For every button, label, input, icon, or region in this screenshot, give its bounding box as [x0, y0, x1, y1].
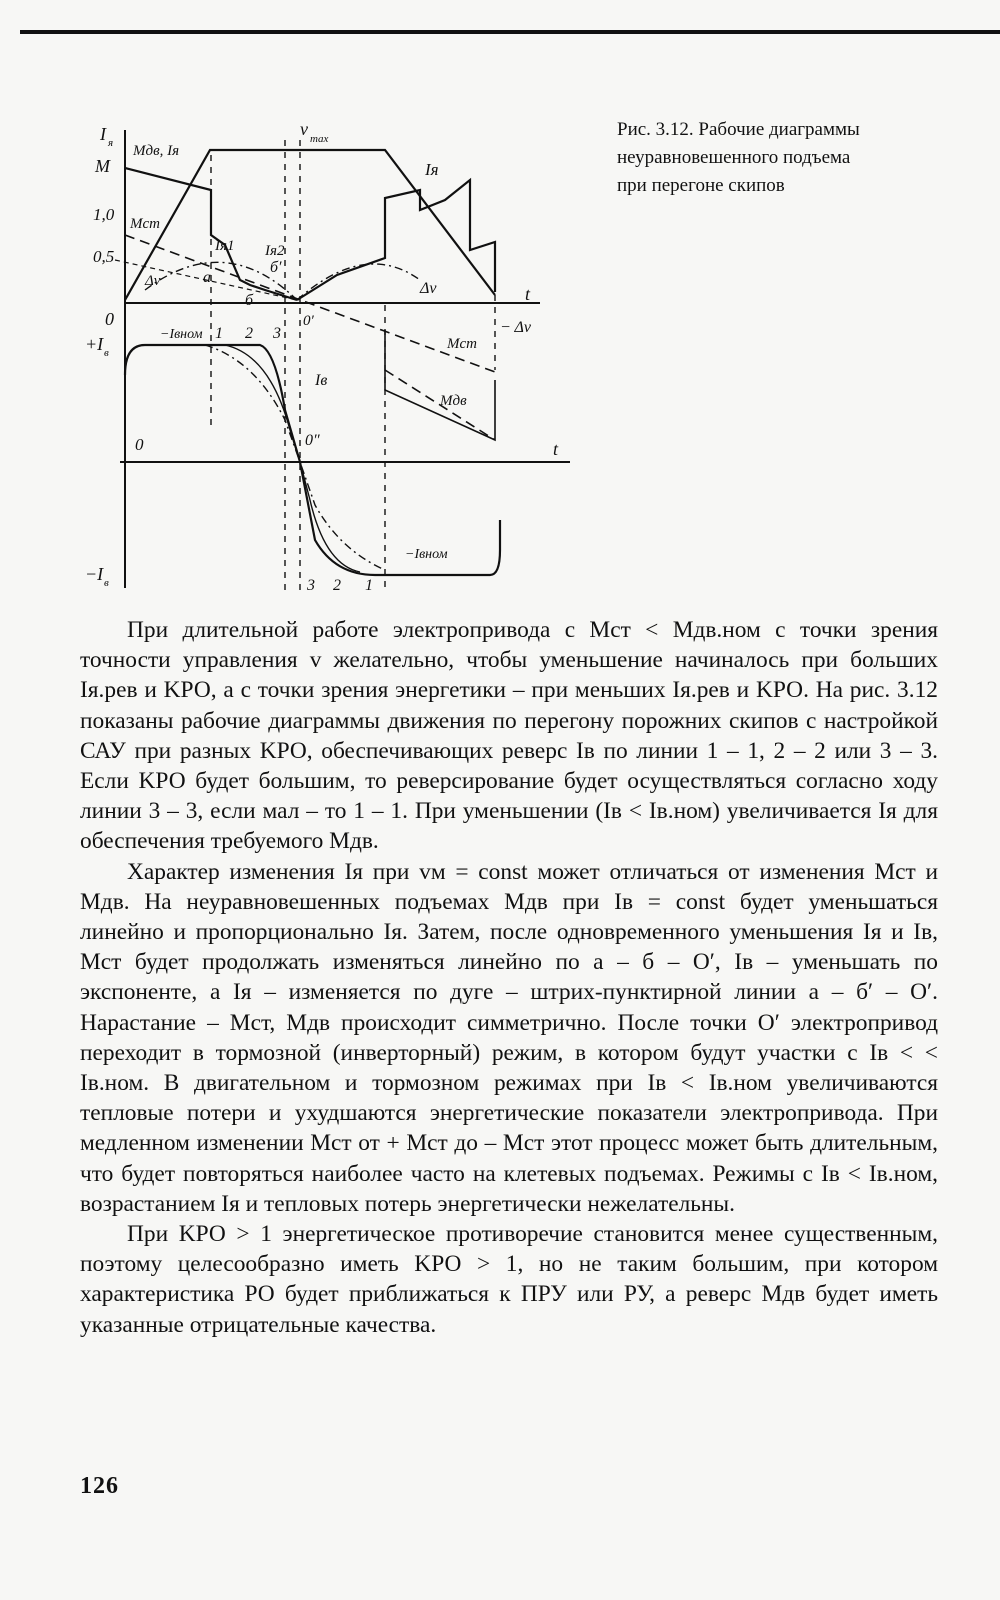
label-plus-ib: +I — [85, 334, 104, 354]
working-diagrams-plot — [75, 110, 595, 610]
top-rule — [20, 30, 1000, 34]
label-ia-top-sub: я — [108, 137, 114, 149]
label-ia1: Iя1 — [215, 238, 235, 254]
label-origin-lower: 0 — [135, 435, 144, 454]
label-vmax: v — [300, 119, 308, 139]
label-m-top: M — [95, 156, 110, 176]
paragraph-1: При длительной работе электропривода с Mст < Mдв.ном с точки зрения точности управления v желательно, чтобы уменьшение начиналось при больших Iя.рев и KРО, а с точки зрения энергетики – при меньших Iя.рев и KРО. На рис. 3.12 показаны рабочие диаграммы движения по перегону порожних скипов с настройкой САУ при разных KРО, обеспечивающих реверс Iв по линии 1 – 1, 2 – 2 или 3 – 3. Если KРО будет большим, то реверсирование будет осуществляться согласно ходу линии 3 – 3, если мал – то 1 – 1. При уменьшении (Iв < Iв.ном) увеличивается Iя для обеспечения требуемого Mдв. — [80, 617, 938, 855]
label-mst: Mст — [130, 216, 160, 232]
curve-label-bottom-1: 1 — [365, 577, 373, 594]
label-delta-v-right: − Δv — [500, 319, 531, 336]
ib-curve-3 — [205, 345, 385, 570]
curve-label-top-1: 1 — [215, 325, 223, 342]
curve-label-bottom-2: 2 — [333, 577, 341, 594]
label-ia2: Iя2 — [265, 243, 285, 259]
tick-1-0: 1,0 — [93, 205, 115, 224]
label-t-upper: t — [525, 284, 531, 304]
label-point-o-dprime: 0″ — [305, 432, 320, 449]
curve-label-top-3: 3 — [273, 325, 281, 342]
mdv-right-box — [385, 330, 495, 440]
velocity-ramp-right — [300, 150, 495, 295]
label-point-b-prime: б′ — [270, 259, 282, 276]
label-point-b: б — [245, 292, 254, 309]
label-mdv-right: Mдв — [440, 393, 467, 409]
label-delta-v-left: Δv — [145, 273, 161, 289]
curve-label-bottom-3: 3 — [307, 577, 315, 594]
body-text — [80, 615, 938, 1340]
label-ia-top: I — [100, 124, 106, 144]
caption-line-1: Рис. 3.12. Рабочие диаграммы — [617, 119, 860, 140]
paragraph-3: При KРО > 1 энергетическое противоречие становится менее существенным, поэтому целесообразно иметь KРО > 1, но не таким большим, при котором характеристика РО будет приближаться к ПРУ или РУ, а реверс Mдв будет иметь указанные отрицательные качества. — [80, 1221, 938, 1338]
label-minus-ib-sub: в — [104, 577, 109, 589]
paragraph-2: Характер изменения Iя при vм = const может отличаться от изменения Mст и Mдв. На неуравновешенных подъемах Mдв при Iв = const будет уменьшаться линейно и пропорционально Iя. Затем, после одновременного уменьшения Iя и Iв, Mст будет продолжать изменяться линейно по a – б – O′, Iв – уменьшать по экспоненте, а Iя – изменяется по дуге – штрих-пунктирной линии a – б′ – O′. Нарастание – Mст, Mдв происходит симметрично. После точки O′ электропривод переходит в тормозной (инверторный) режим, в котором будут участки с Iв < < Iв.ном. В двигательном и тормозном режимах при Iв < Iв.ном увеличиваются тепловые потери и ухудшаются энергетические показатели электропривода. При медленном изменении Mст от + Mст до – Mст этот процесс может быть длительным, что будет повторяться наиболее часто на клетевых подъемах. Режимы с Iв < Iв.ном, возрастанием Iя и тепловых потерь энергетически нежелательны. — [80, 858, 938, 1217]
label-mdv-ia: Mдв, Iя — [133, 143, 180, 159]
label-minus-ibnom-top: −Iвном — [160, 327, 203, 342]
label-point-o-prime: 0′ — [303, 313, 314, 329]
tick-0: 0 — [105, 309, 114, 329]
ia-dashdot-arc-right — [297, 264, 420, 300]
label-minus-ib: −I — [85, 564, 104, 584]
label-delta-v-mid: Δv — [420, 280, 437, 297]
caption-line-3: при перегоне скипов — [617, 175, 785, 196]
figure-3-12 — [75, 110, 595, 610]
caption-line-2: неуравновешенного подъема — [617, 147, 851, 168]
label-minus-ibnom-bottom: −Iвном — [405, 547, 448, 562]
tick-0-5: 0,5 — [93, 247, 115, 266]
label-plus-ib-sub: в — [104, 347, 109, 359]
ib-curve-1 — [125, 345, 500, 575]
page-number: 126 — [80, 1473, 119, 1499]
figure-caption — [617, 116, 947, 200]
label-t-lower: t — [553, 439, 559, 459]
label-point-a: a — [203, 269, 211, 286]
ia-curve-right — [297, 180, 495, 300]
ib-curve-2 — [225, 345, 360, 572]
label-ia-right: Iя — [425, 160, 439, 179]
curve-label-top-2: 2 — [245, 325, 253, 342]
label-ib-curve: Iв — [315, 372, 328, 389]
label-mst-right: Mст — [447, 336, 477, 352]
label-vmax-sub: max — [310, 133, 329, 145]
